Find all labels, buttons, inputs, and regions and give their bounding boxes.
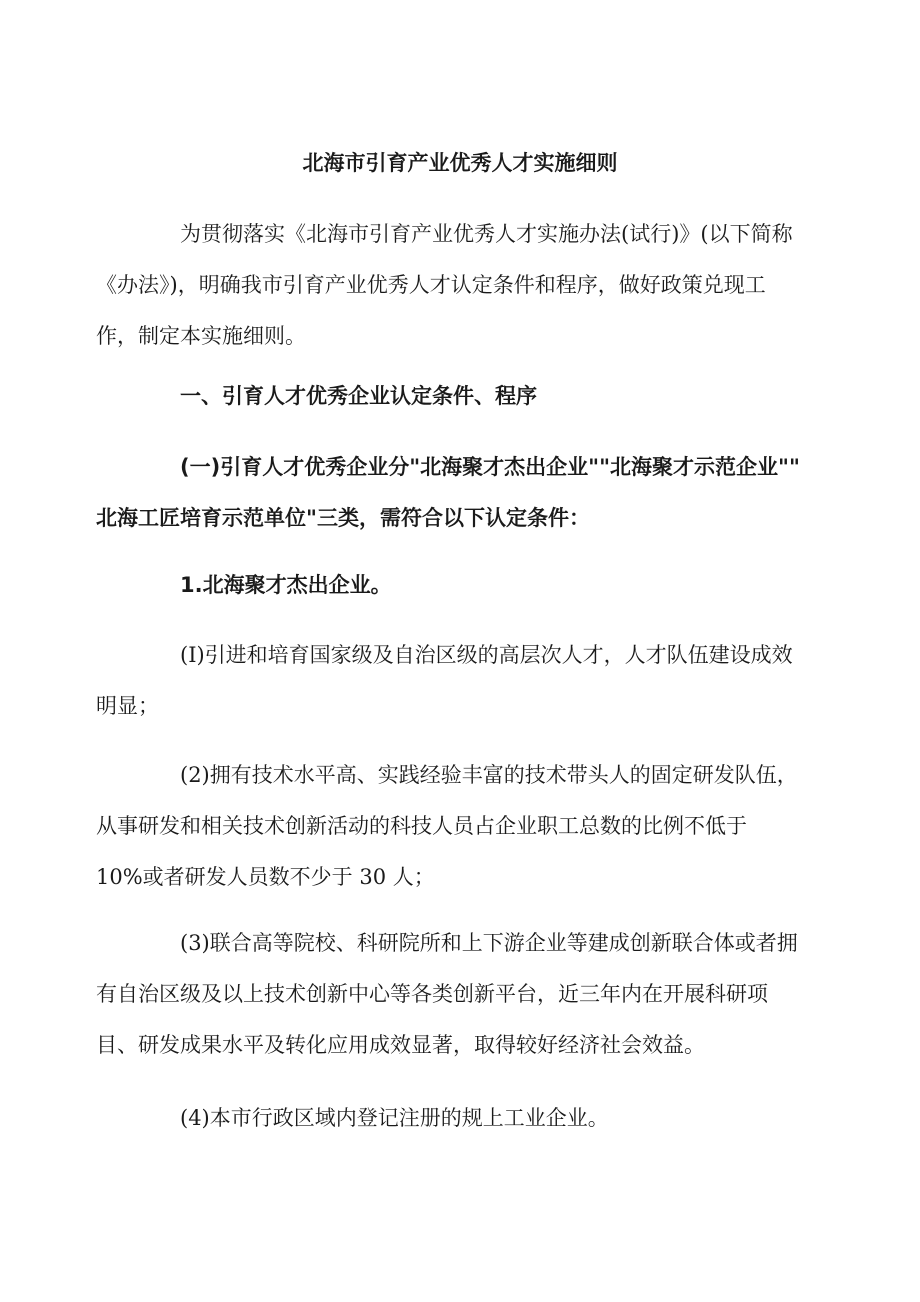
intro-paragraph bbox=[96, 209, 793, 362]
section-heading-1-text: 一、引育人才优秀企业认定条件、程序 bbox=[180, 384, 537, 408]
condition-1-line-1: (I)引进和培育国家级及自治区级的高层次人才，人才队伍建设成效 bbox=[180, 643, 793, 667]
condition-3-paragraph bbox=[96, 918, 798, 1071]
condition-3-line-2: 有自治区级及以上技术创新中心等各类创新平台，近三年内在开展科研项 bbox=[96, 982, 768, 1006]
condition-2-line-2: 从事研发和相关技术创新活动的科技人员占企业职工总数的比例不低于 bbox=[96, 814, 747, 838]
condition-3-line-1: (3)联合高等院校、科研院所和上下游企业等建成创新联合体或者拥 bbox=[180, 931, 798, 955]
section-heading-1 bbox=[138, 371, 788, 422]
condition-2-paragraph bbox=[96, 750, 798, 903]
condition-2-line-3: 10%或者研发人员数不少于 30 人； bbox=[96, 865, 435, 889]
subsection-1-line-1: (一)引育人才优秀企业分"北海聚才杰出企业""北海聚才示范企业"" bbox=[180, 455, 800, 479]
item-heading-1 bbox=[138, 560, 788, 611]
condition-4-paragraph bbox=[138, 1093, 788, 1144]
condition-1-paragraph bbox=[96, 630, 793, 732]
intro-line-3: 作，制定本实施细则。 bbox=[96, 324, 306, 348]
subsection-1-line-2: 北海工匠培育示范单位"三类，需符合以下认定条件： bbox=[96, 506, 590, 530]
condition-4-line-1: (4)本市行政区域内登记注册的规上工业企业。 bbox=[180, 1106, 609, 1130]
subsection-paragraph-1 bbox=[96, 442, 800, 544]
condition-1-line-2: 明显； bbox=[96, 694, 159, 718]
item-heading-1-text: 1.北海聚才杰出企业。 bbox=[180, 573, 392, 597]
intro-line-1: 为贯彻落实《北海市引育产业优秀人才实施办法(试行)》(以下简称 bbox=[180, 222, 793, 246]
document-title: 北海市引育产业优秀人才实施细则 bbox=[302, 151, 618, 175]
condition-2-line-1: (2)拥有技术水平高、实践经验丰富的技术带头人的固定研发队伍， bbox=[180, 763, 798, 787]
condition-3-line-3: 目、研发成果水平及转化应用成效显著，取得较好经济社会效益。 bbox=[96, 1033, 705, 1057]
intro-line-2: 《办法》)，明确我市引育产业优秀人才认定条件和程序，做好政策兑现工 bbox=[96, 273, 766, 297]
